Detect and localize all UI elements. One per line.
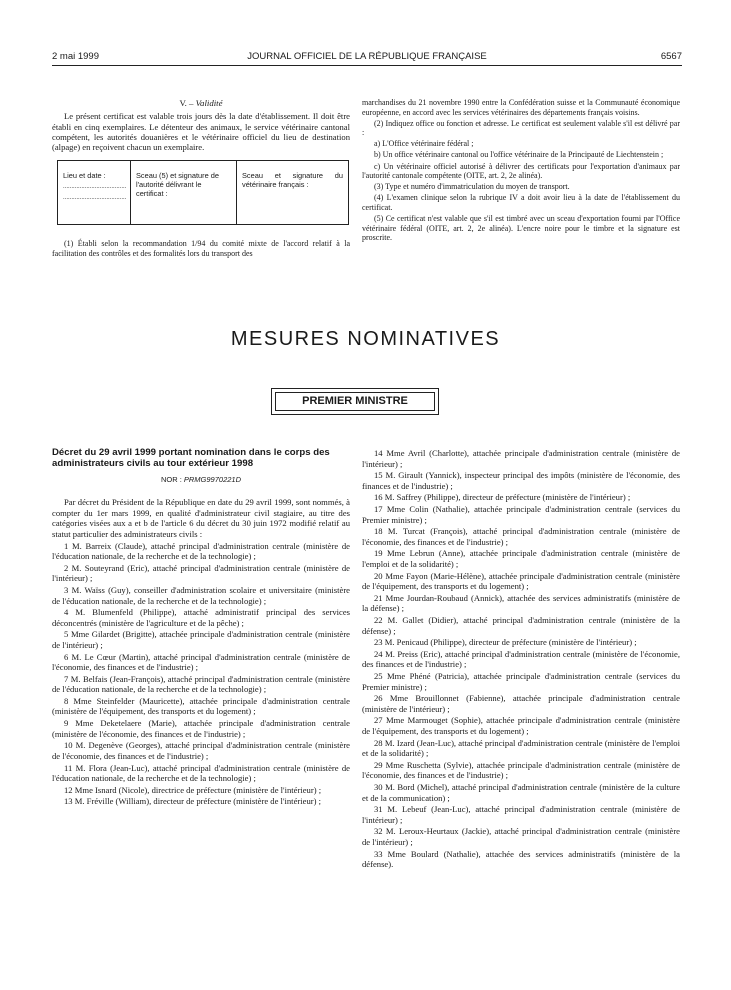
footnote-2c: c) Un vétérinaire officiel autorisé à délivrer des certificats pour l'exportation d'animaux par l'autorité cantonale compétente (OITE, art. 2, 2e alinéa). — [362, 161, 680, 181]
appointment-item: 33 Mme Boulard (Nathalie), attachée des services administratifs (ministère de la défense). — [362, 848, 680, 870]
appointment-item: 18 M. Turcat (François), attaché principal d'administration centrale (ministère de l'économie, des finances et de l'industrie) ; — [362, 526, 680, 547]
nor-label: NOR : — [160, 475, 184, 485]
decret-intro: Par décret du Président de la République en date du 29 avril 1999, sont nommés, à compter du 1er mars 1999, en qualité d'administrateur civil stagiaire, au titre des catégories visées aux a et b de l'article 6 du décret du 30 juin 1972 modifié relatif au statut particulier des administrateurs civils : — [52, 497, 350, 539]
cert-dotted-line-b: ...................................... — [63, 195, 127, 202]
decret-left-column — [52, 448, 350, 808]
appointment-item: 21 Mme Jourdan-Roubaud (Annick), attachée des services administratifs (ministère de la défense) ; — [362, 592, 680, 614]
ministry-title: PREMIER MINISTRE — [275, 392, 435, 411]
cert-authority-seal-label: Sceau (5) et signature de l'autorité délivrant le certificat : — [136, 171, 219, 199]
cert-cell-french-vet-seal — [236, 161, 348, 224]
cert-cell-place-date — [58, 161, 130, 224]
appointment-item: 15 M. Girault (Yannick), inspecteur principal des impôts (ministère de l'économie, des finances et de l'industrie) ; — [362, 470, 680, 491]
appointments-list-left — [52, 541, 350, 807]
appointment-item: 22 M. Gallet (Didier), attaché principal d'administration centrale (ministère de la défense) ; — [362, 615, 680, 636]
validite-heading-prefix: V. – — [179, 98, 196, 108]
appointment-item: 12 Mme Isnard (Nicole), directrice de préfecture (ministère de l'intérieur) ; — [64, 784, 322, 795]
certificate-signature-table — [57, 160, 349, 225]
appointments-list-right — [362, 448, 680, 870]
cert-french-vet-seal-label: Sceau et signature du vétérinaire français : — [242, 171, 343, 190]
appointment-item: 17 Mme Colin (Nathalie), attachée principale d'administration centrale (services du Premier ministre) ; — [362, 504, 680, 525]
appointment-item: 14 Mme Avril (Charlotte), attachée principale d'administration centrale (ministère de l'intérieur) ; — [362, 448, 680, 469]
validite-section — [52, 98, 350, 259]
validite-heading — [52, 98, 350, 108]
appointment-item: 29 Mme Ruschetta (Sylvie), attachée principale d'administration centrale (ministère de l'économie, des finances et de l'industrie) ; — [362, 759, 680, 781]
footnote-1-continued: marchandises du 21 novembre 1990 entre la Confédération suisse et la Communauté économique européenne, en accord avec les services vétérinaires des départements français voisins. — [362, 98, 680, 117]
cert-dotted-line-a: ...................................... — [63, 184, 127, 191]
footnote-3: (3) Type et numéro d'immatriculation du moyen de transport. — [374, 182, 570, 192]
footnote-2: (2) Indiquez office ou fonction et adresse. Le certificat est seulement valable s'il est délivré par : — [362, 118, 680, 138]
appointment-item: 26 Mme Brouillonnet (Fabienne), attachée principale d'administration centrale (ministère de l'intérieur) ; — [362, 693, 680, 714]
appointment-item: 25 Mme Phéné (Patricia), attachée principale d'administration centrale (services du Premier ministre) ; — [362, 671, 680, 692]
header-journal-title: JOURNAL OFFICIEL DE LA RÉPUBLIQUE FRANÇAISE — [247, 51, 487, 62]
footnotes-left — [52, 239, 350, 258]
appointment-item: 7 M. Belfais (Jean-François), attaché principal d'administration centrale (ministère de l'éducation nationale, de la recherche et de la technologie) ; — [52, 673, 350, 695]
appointment-item: 4 M. Blumenfeld (Philippe), attaché administratif principal des services déconcentrés (ministère de l'agriculture et de la pêche) ; — [52, 607, 350, 628]
appointment-item: 2 M. Souteyrand (Eric), attaché principal d'administration centrale (ministère de l'intérieur) ; — [52, 562, 350, 584]
footnote-2b: b) Un office vétérinaire cantonal ou l'office vétérinaire de la Principauté de Liechtenstein ; — [374, 150, 664, 160]
appointment-item: 28 M. Izard (Jean-Luc), attaché principal d'administration centrale (ministère de l'emploi et de la solidarité) ; — [362, 737, 680, 759]
appointment-item: 9 Mme Deketelaere (Marie), attachée principale d'administration centrale (ministère de l'économie, des finances et de l'industrie) ; — [52, 718, 350, 739]
footnote-2a: a) L'Office vétérinaire fédéral ; — [374, 139, 474, 149]
appointment-item: 5 Mme Gilardet (Brigitte), attachée principale d'administration centrale (ministère de l'intérieur) ; — [52, 629, 350, 650]
appointment-item: 11 M. Flora (Jean-Luc), attaché principal d'administration centrale (ministère de l'éducation nationale, de la recherche et de la technologie) ; — [52, 762, 350, 784]
appointment-item: 10 M. Degenève (Georges), attaché principal d'administration centrale (ministère de l'économie, des finances et de l'industrie) ; — [52, 740, 350, 761]
appointment-item: 32 M. Leroux-Heurtaux (Jackie), attaché principal d'administration centrale (ministère de l'intérieur) ; — [362, 826, 680, 847]
decret-title: Décret du 29 avril 1999 portant nomination dans le corps des administrateurs civils au tour extérieur 1998 — [52, 447, 330, 469]
appointment-item: 19 Mme Lebrun (Anne), attachée principale d'administration centrale (ministère de l'emploi et de la solidarité) ; — [362, 548, 680, 569]
appointment-item: 24 M. Preiss (Eric), attaché principal d'administration centrale (ministère de l'économie, des finances et de l'industrie) ; — [362, 648, 680, 670]
section-title: MESURES NOMINATIVES — [230, 328, 501, 350]
ministry-box — [271, 388, 439, 415]
footnote-5: (5) Ce certificat n'est valable que s'il est timbré avec un sceau d'exportation fourni par l'Office vétérinaire fédéral (OITE, art. 2, 2e alinéa). L'encre noire pour le timbre et la signature est proscrite. — [362, 214, 680, 243]
appointment-item: 23 M. Penicaud (Philippe), directeur de préfecture (ministère de l'intérieur) ; — [374, 637, 637, 648]
appointment-item: 31 M. Lebeuf (Jean-Luc), attaché principal d'administration centrale (ministère de l'intérieur) ; — [362, 804, 680, 825]
footnote-1: (1) Établi selon la recommandation 1/94 du comité mixte de l'accord relatif à la facilitation des contrôles et des formalités lors du transport des — [52, 239, 350, 259]
appointment-item: 30 M. Bord (Michel), attaché principal d'administration centrale (ministère de la culture et de la communication) ; — [362, 782, 680, 803]
header-page-number: 6567 — [660, 51, 682, 62]
running-header — [52, 51, 682, 66]
nor-reference — [52, 475, 350, 485]
footnotes-right — [362, 98, 680, 244]
appointment-item: 27 Mme Marmouget (Sophie), attachée principale d'administration centrale (ministère de l'équipement, des transports et du logement) ; — [362, 715, 680, 736]
appointment-item: 13 M. Fréville (William), directeur de préfecture (ministère de l'intérieur) ; — [64, 796, 322, 807]
appointment-item: 16 M. Saffrey (Philippe), directeur de préfecture (ministère de l'intérieur) ; — [374, 492, 631, 503]
appointment-item: 20 Mme Fayon (Marie-Hélène), attachée principale d'administration centrale (ministère de l'équipement, des transports et du logement) ; — [362, 570, 680, 592]
cert-place-date-label: Lieu et date : — [63, 171, 106, 181]
appointment-item: 6 M. Le Cœur (Martin), attaché principal d'administration centrale (ministère de l'économie, des finances et de l'industrie) ; — [52, 651, 350, 673]
appointment-item: 1 M. Barreix (Claude), attaché principal d'administration centrale (ministère de l'éducation nationale, de la recherche et de la technologie) ; — [52, 540, 350, 562]
decret-right-column — [362, 448, 680, 871]
appointment-item: 3 M. Waïss (Guy), conseiller d'administration scolaire et universitaire (ministère de l'éducation nationale, de la recherche et de la technologie) ; — [52, 585, 350, 606]
header-date: 2 mai 1999 — [52, 51, 100, 62]
validite-text: Le présent certificat est valable trois jours dès la date d'établissement. Il doit être établi en cinq exemplaires. Le détenteur des animaux, le service vétérinaire cantonal compétent, les autorités douanières et le vétérinaire officiel du lieu de destination (alpage) en reçoivent chacun un exemplaire. — [52, 111, 350, 153]
nor-code: PRMG9970221D — [183, 475, 242, 485]
appointment-item: 8 Mme Steinfelder (Mauricette), attachée principale d'administration centrale (ministère de l'équipement, des transports et du logement) ; — [52, 695, 350, 717]
footnote-4: (4) L'examen clinique selon la rubrique IV a doit avoir lieu à la date de l'établissement du certificat. — [362, 193, 680, 212]
validite-heading-title: Validité — [195, 98, 223, 108]
cert-cell-authority-seal — [130, 161, 236, 224]
